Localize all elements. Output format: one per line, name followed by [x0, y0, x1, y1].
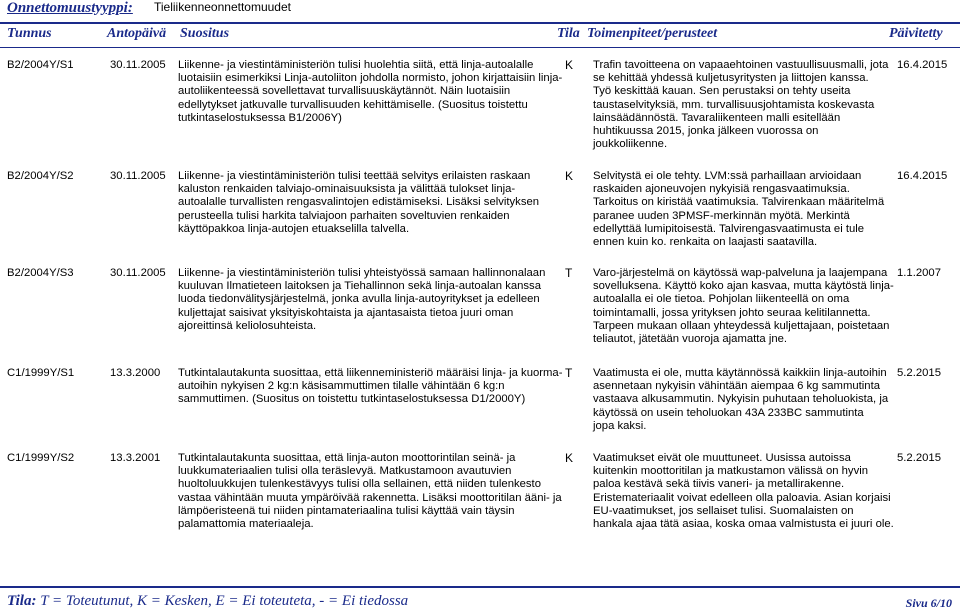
row-state: K [565, 58, 574, 72]
header-top-rule [0, 22, 960, 24]
row-date: 13.3.2001 [110, 452, 161, 464]
row-date: 30.11.2005 [110, 170, 166, 182]
row-recommendation: Tutkintalautakunta suosittaa, että linja-auton moottorintilan seinä- ja luukkumateriaalien tulisi olla teräslevyä. Matkustamoon avautuvien huoltoluukkujen tulenkestävyys tulisi olla sellainen, että niiden tulenkesto vastaa vähintään muuta ympäröivää rakennetta. Lisäksi moottoritilan ääni- ja lämpöeristeenä tui niiden pintamateriaalina tulisi käyttää vain täysin palamattomia materiaaleja. [178, 452, 562, 531]
col-header-updated: Päivitetty [889, 26, 943, 41]
state-legend [7, 593, 408, 610]
row-state: T [565, 266, 573, 280]
accident-type-label: Onnettomuustyyppi: [7, 0, 133, 16]
row-actions: Selvitystä ei ole tehty. LVM:ssä parhaillaan arvioidaan raskaiden ajoneuvojen nykyisiä rengasvaatimuksia. Tarkoitus on kiristää vaatimuksia. Talvirenkaan määritelmä paranee uuden 3PMSF-merkinnän myötä. Merkintä edellyttää lumipitoisestä. Talvirengasvaatimusta ei tule ennen kuin ko. renkaita on laajasti saatavilla. [593, 170, 885, 249]
footer-rule [0, 586, 960, 588]
legend-text: T = Toteutunut, K = Kesken, E = Ei toteuteta, - = Ei tiedossa [40, 593, 409, 609]
col-header-recommendation: Suositus [180, 26, 230, 41]
header-bottom-rule [0, 47, 960, 48]
row-id: B2/2004Y/S1 [7, 59, 74, 71]
table-row [0, 452, 960, 532]
row-actions: Varo-järjestelmä on käytössä wap-palveluna ja laajempana sovelluksena. Käyttö koko ajan kasvaa, mutta käytöstä linja- autoalalla ei ole tietoa. Pohjolan liikenteellä on oma toimintamalli, jossa yrityksen johto seuraa kelitilannetta. Tarpeen mukaan ollaan yhteydessä kuljettajaan, poistetaan teliautot, jätetään vuoroja ajamatta jne. [593, 267, 894, 346]
row-updated: 5.2.2015 [897, 367, 941, 379]
row-date: 30.11.2005 [110, 59, 166, 71]
row-recommendation: Liikenne- ja viestintäministeriön tulisi huolehtia siitä, että linja-autoalalle luotaisiin esimerkiksi Linja-autoliiton johdolla normisto, johon kirjattaisiin linja- autoliikenteessä sovellettavat turvallisuuskäytännöt. Näin luotaisiin edellytykset jatkuvalle turvallisuuden kehittämiselle. (Suositus toistettu tutkintaselostuksessa B1/2006Y) [178, 59, 563, 124]
col-header-date: Antopäivä [107, 26, 167, 41]
row-state: K [565, 169, 574, 183]
row-date: 30.11.2005 [110, 267, 166, 279]
row-actions: Vaatimusta ei ole, mutta käytännössä kaikkiin linja-autoihin asennetaan nykyisin vähintään aiempaa 6 kg sammutinta vastaava alkusammutin. Nykyisin puhutaan teholuokista, ja käytössä on usein teholuokan 43A 233BC sammutinta jopa kaksi. [593, 367, 889, 432]
table-row [0, 59, 960, 154]
row-id: B2/2004Y/S3 [7, 267, 74, 279]
table-row [0, 170, 960, 250]
row-state: T [565, 366, 573, 380]
row-updated: 16.4.2015 [897, 170, 948, 182]
row-id: B2/2004Y/S2 [7, 170, 74, 182]
document-header [7, 0, 957, 16]
row-recommendation: Liikenne- ja viestintäministeriön tulisi teettää selvitys erilaisten raskaan kaluston renkaiden talviajo-ominaisuuksista ja välittää tulokset linja- autoalalle turvallisten rengasvalintojen edistämiseksi. Lisäksi selvityksen perusteella tulisi harkita talviajoon parhaiten soveltuvien renkaiden käyttöpakkoa linja-autojen etuakselilla talvella. [178, 170, 540, 235]
col-header-actions: Toimenpiteet/perusteet [587, 26, 718, 41]
row-actions: Vaatimukset eivät ole muuttuneet. Uusissa autoissa kuitenkin moottoritilan ja matkustamon välissä on hyvin paloa kestävä sekä tiivis vaneri- ja metallirakenne. Eristemateriaalit voivat edelleen olla paloavia. Asian korjaisi EU-vaatimukset, jos sellaiset tulisi. Suomalaisten on hankala ajaa tätä asiaa, koska omaa valmistusta ei juuri ole. [593, 452, 894, 531]
row-state: K [565, 451, 574, 465]
legend-label: Tila: [7, 593, 37, 609]
row-updated: 1.1.2007 [897, 267, 941, 279]
row-id: C1/1999Y/S2 [7, 452, 75, 464]
row-date: 13.3.2000 [110, 367, 161, 379]
page-number: Sivu 6/10 [905, 596, 952, 610]
row-recommendation: Liikenne- ja viestintäministeriön tulisi yhteistyössä samaan hallinnonalaan kuuluvan Ilmatieteen laitoksen ja Tiehallinnon sekä linja-autoalan kanssa luoda tiedonvälitysjärjestelmä, jonka avulla linja-autoyritykset ja edelleen kuljettajat saisivat yksityiskohtaista ja ajantasaista tietoa juuri oman ajoreittinsä keliolosuhteista. [178, 267, 546, 332]
accident-type-value: Tieliikenneonnettomuudet [154, 0, 291, 14]
col-header-state: Tila [557, 26, 580, 41]
row-actions: Trafin tavoitteena on vapaaehtoinen vastuullisuusmalli, jota se kehittää yhdessä kuljetusyritysten ja liittojen kanssa. Työ keskittää kauan. Sen perustaksi on tehty useita taustaselvityksiä, mm. turvallisuusjohtamista koskevasta lainsäädännöstä. Tavaraliikenteen malli esitellään huhtikuussa 2015, jonka jälkeen vuorossa on joukkoliikenne. [593, 59, 889, 151]
table-row [0, 367, 960, 435]
row-id: C1/1999Y/S1 [7, 367, 75, 379]
table-row [0, 267, 960, 347]
column-headers [0, 26, 960, 48]
row-updated: 5.2.2015 [897, 452, 941, 464]
col-header-id: Tunnus [7, 26, 52, 41]
row-recommendation: Tutkintalautakunta suosittaa, että liikenneministeriö määräisi linja- ja kuorma- autoihin nykyisen 2 kg:n käsisammuttimen tilalle vähintään 6 kg:n sammuttimen. (Suositus on toistettu tutkintaselostuksessa D1/2000Y) [178, 367, 563, 406]
row-updated: 16.4.2015 [897, 59, 948, 71]
